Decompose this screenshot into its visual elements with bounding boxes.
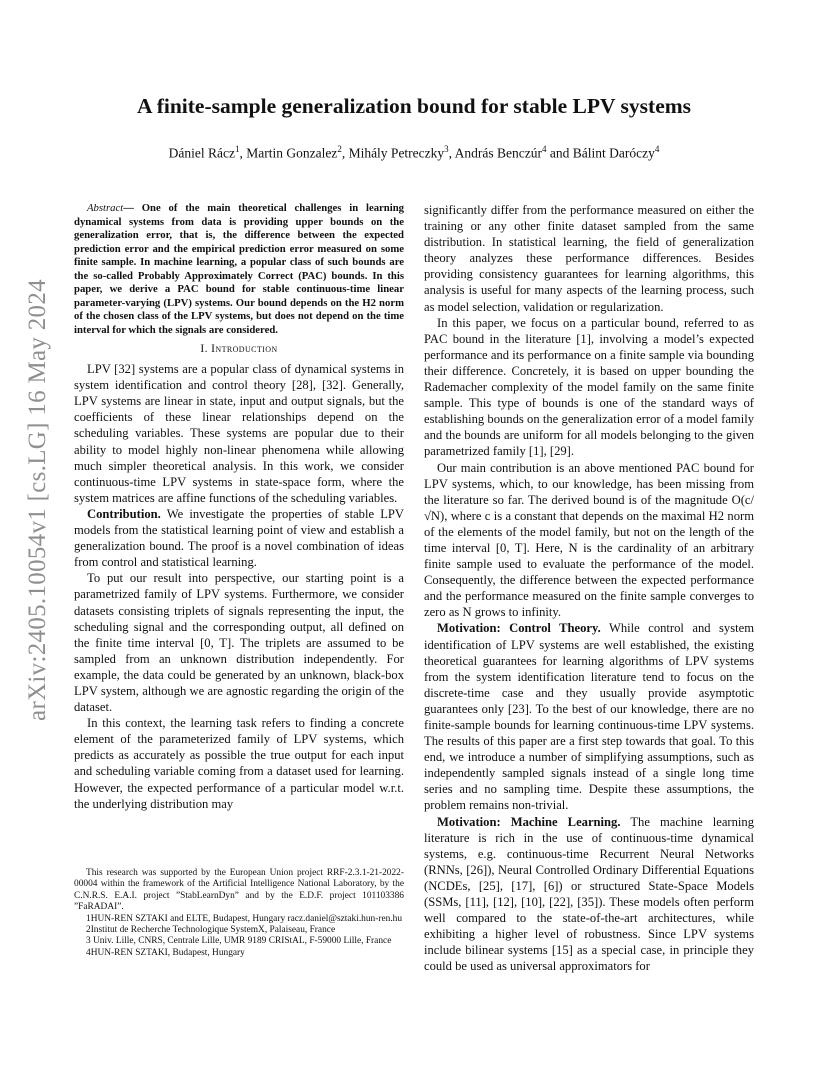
body-paragraph: LPV [32] systems are a popular class of dynamical systems in system identification and control theory [28], [32]. Generally, LPV systems are linear in state, input and output signals, but the coefficients of these linear relationships depend on the scheduling variables. These systems are popular due to their ability to model highly non-linear phenomena while allowing much simpler theoretical analysis. In this work, we consider continuous-time LPV systems in state-space form, where the system matrices are affine functions of the scheduling variables. (74, 362, 404, 505)
author-list: Dániel Rácz$^1$, Martin Gonzalez$^2$, Mihály Petreczky$^3$, András Benczúr$^4$ and Bálint Daróczy$^4$ (168, 144, 660, 161)
paragraph-run-in-heading: Contribution. (87, 506, 161, 521)
footnotes (74, 868, 404, 959)
affiliation-footnote: 4HUN-REN SZTAKI, Budapest, Hungary (86, 947, 245, 958)
affiliation-footnote: 3 Univ. Lille, CNRS, Centrale Lille, UMR 9189 CRIStAL, F-59000 Lille, France (86, 936, 392, 947)
arxiv-identifier-text: arXiv:2405.10054v1 [cs.LG] 16 May 2024 (24, 279, 51, 721)
right-column (424, 202, 754, 975)
body-paragraph: significantly differ from the performance measured on either the training or any other finite dataset sampled from the same distribution. In statistical learning, the field of generalization theory analyzes these performance differences. Besides providing consistency guarantees for learning algorithms, this analysis is useful for many aspects of the learning process, such as model selection, validation or regularization. (424, 203, 754, 314)
paragraph-run-in-heading: Motivation: Control Theory. (437, 621, 601, 636)
body-paragraph: In this paper, we focus on a particular bound, referred to as PAC bound in the literature [1], involving a model’s expected performance and its performance on a finite sample via bounding their difference. Concretely, it is based on upper bounding the Rademacher complexity of the model family on the same finite sample. This type of bounds is one of the standard ways of establishing bounds on the generalization error of a model family and the bounds are uniform for all models belonging to the given parametrized family [1], [29]. (424, 315, 754, 459)
affiliation-footnote: 2Institut de Recherche Technologique SystemX, Palaiseau, France (86, 925, 336, 936)
affiliation-footnote: 1HUN-REN SZTAKI and ELTE, Budapest, Hungary racz.daniel@sztaki.hun-ren.hu (86, 913, 403, 924)
abstract-text: — One of the main theoretical challenges in learning dynamical systems from data is providing upper bounds on the generalization error, that is, the difference between the expected prediction error and the empirical prediction error measured on some finite sample. In machine learning, a popular class of such bounds are the so-called Probably Approximately Correct (PAC) bounds. In this paper, we derive a PAC bound for stable continuous-time linear parameter-varying (LPV) systems. Our bound depends on the H2 norm of the chosen class of the LPV systems, but does not depend on the time interval for which the signals are considered. (74, 202, 404, 336)
body-paragraph-main-contribution: Our main contribution is an above mentioned PAC bound for LPV systems, which, to our knowledge, has been missing from the literature so far. The derived bound is of the magnitude O(c/√N), where c is a constant that depends on the maximal H2 norm of the elements of the model family, but not on the length of the time interval [0, T]. Here, N is the cardinality of an arbitrary finite sample used to evaluate the performance of the model. Consequently, the difference between the expected performance and the performance measured on the finite sample converges to zero as N grows to infinity. (424, 460, 754, 620)
funding-footnote: This research was supported by the European Union project RRF-2.3.1-21-2022-00004 within the framework of the Artificial Intelligence National Laboratory, by the C.N.R.S. E.A.I. project ”StabLearnDyn” and by the E.D.F. project 101103386 ”FaRADAI”. (74, 868, 404, 913)
paper-title: A finite-sample generalization bound for stable LPV systems (136, 94, 692, 118)
arxiv-identifier-sidebar (18, 280, 58, 720)
abstract-label: Abstract (87, 202, 124, 214)
left-column (74, 202, 404, 812)
body-paragraph-motivation-control: Motivation: Control Theory. While control and system identification of LPV systems are well established, the existing theoretical guarantees for learning algorithms of LPV systems from the system identification literature tend to focus on the discrete-time case and they usually provide asymptotic guarantees only [23]. To the best of our knowledge, there are no finite-sample bounds for learning continuous-time LPV systems. The results of this paper are a first step towards that goal. To this end, we introduce a number of simplifying assumptions, such as independently sampled signals instead of a single long time series and no sampling time. Despite these assumptions, the problem remains non-trivial. (424, 621, 754, 813)
body-paragraph-motivation-ml: Motivation: Machine Learning. The machine learning literature is rich in the use of continuous-time dynamical systems, e.g. continuous-time Recurrent Neural Networks (RNNs, [26]), Neural Controlled Ordinary Differential Equations (NCDEs, [25], [17], [6]) or structured State-Space Models (SSMs, [11], [12], [10], [22], [35]). These models often perform well compared to the state-of-the-art architectures, while exhibiting a higher level of robustness. Since LPV systems include bilinear systems [15] as a special case, in principle they could be used as universal approximators for (424, 814, 755, 974)
body-paragraph: In this context, the learning task refers to finding a concrete element of the parameterized family of LPV systems, which predicts as accurately as possible the true output for each input and scheduling variable coming from a dataset used for learning. However, the expected performance of a particular model w.r.t. the underlying distribution may (74, 716, 404, 811)
section-heading-introduction: I. Introduction (200, 343, 278, 355)
body-paragraph: To put our result into perspective, our starting point is a parametrized family of LPV systems. Furthermore, we consider datasets consisting triplets of signals representing the input, the scheduling signal and the corresponding output, all defined on the finite time interval [0, T]. The triplets are assumed to be sampled from an unknown distribution independently. For example, the data could be generated by an unknown, black-box LPV system, although we are agnostic regarding the origin of the dataset. (74, 571, 404, 715)
abstract (74, 202, 404, 337)
paragraph-run-in-heading: Motivation: Machine Learning. (437, 814, 621, 829)
body-paragraph-contribution: Contribution. We investigate the properties of stable LPV models from the statistical learning point of view and establish a generalization bound. The proof is a novel combination of ideas from control and statistical learning. (74, 506, 404, 570)
